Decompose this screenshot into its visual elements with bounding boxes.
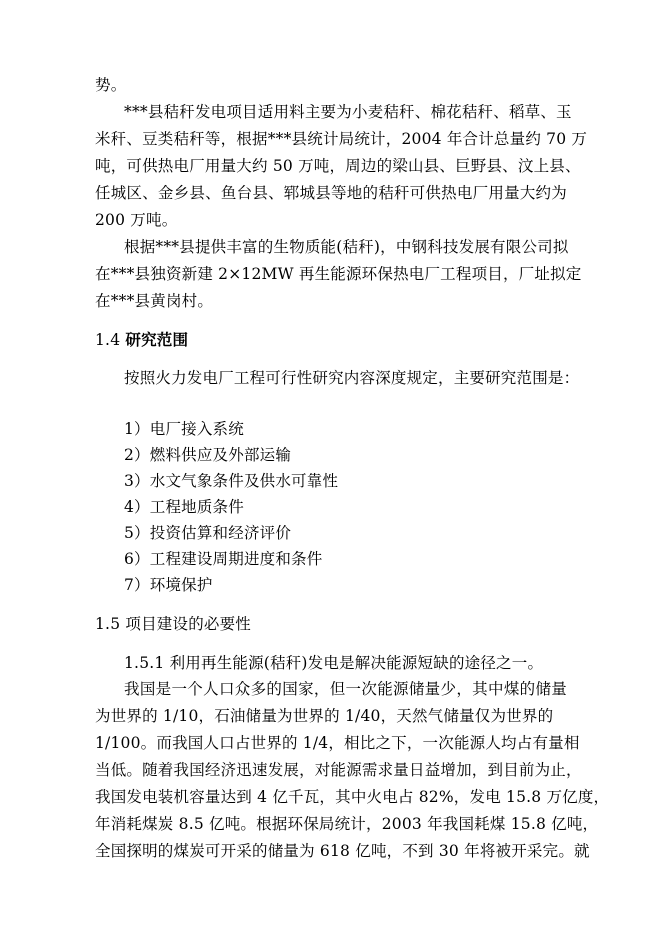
paragraph-line: 在***县黄岗村。 (95, 292, 214, 310)
paragraph-line: 在***县独资新建 2×12MW 再生能源环保热电厂工程项目，厂址拟定 (95, 265, 582, 283)
paragraph-line: 我国是一个人口众多的国家，但一次能源储量少，其中煤的储量 (124, 680, 567, 698)
paragraph-line: ***县秸秆发电项目适用料主要为小麦秸秆、棉花秸秆、稻草、玉 (124, 103, 572, 121)
section-heading-1-5 (95, 613, 567, 635)
list-item: 5）投资估算和经济评价 (124, 524, 292, 542)
list-item: 4）工程地质条件 (124, 498, 244, 516)
paragraph-line: 根据***县提供丰富的生物质能(秸秆)，中钢科技发展有限公司拟 (124, 238, 569, 256)
section-heading-1-4 (95, 329, 567, 351)
paragraph-line: 米秆、豆类秸秆等，根据***县统计局统计，2004 年合计总量约 70 万 (95, 130, 588, 148)
paragraph-line: 按照火力发电厂工程可行性研究内容深度规定，主要研究范围是： (124, 369, 580, 387)
paragraph-line: 我国发电装机容量达到 4 亿千瓦，其中火电占 82%，发电 15.8 万亿度， (95, 788, 610, 806)
section-number: 1.5 (95, 615, 121, 633)
subsection-heading-1-5-1: 1.5.1 利用再生能源(秸秆)发电是解决能源短缺的途径之一。 (124, 654, 544, 672)
list-item: 2）燃料供应及外部运输 (124, 446, 292, 464)
section-title: 研究范围 (125, 330, 189, 349)
paragraph-line: 为世界的 1/10，石油储量为世界的 1/40，天然气储量仅为世界的 (95, 707, 554, 725)
section-title: 项目建设的必要性 (125, 615, 252, 633)
paragraph-line: 吨，可供热电厂用量大约 50 万吨，周边的梁山县、巨野县、汶上县、 (95, 157, 581, 175)
list-item: 1）电厂接入系统 (124, 420, 244, 438)
paragraph-line: 任城区、金乡县、鱼台县、郓城县等地的秸秆可供热电厂用量大约为 (95, 184, 567, 202)
paragraph-line: 全国探明的煤炭可开采的储量为 618 亿吨，不到 30 年将被开采完。就 (95, 842, 590, 860)
list-item: 7）环境保护 (124, 576, 213, 594)
paragraph-line: 当低。随着我国经济迅速发展，对能源需求量日益增加，到目前为止， (95, 761, 582, 779)
paragraph-tail: 势。 (95, 76, 127, 94)
paragraph-line: 1/100。而我国人口占世界的 1/4，相比之下，一次能源人均占有量相 (95, 734, 580, 752)
list-item: 6）工程建设周期进度和条件 (124, 550, 323, 568)
paragraph-line: 200 万吨。 (95, 211, 178, 229)
paragraph-line: 年消耗煤炭 8.5 亿吨。根据环保局统计，2003 年我国耗煤 15.8 亿吨， (95, 815, 599, 833)
list-item: 3）水文气象条件及供水可靠性 (124, 472, 339, 490)
section-number: 1.4 (95, 331, 121, 349)
